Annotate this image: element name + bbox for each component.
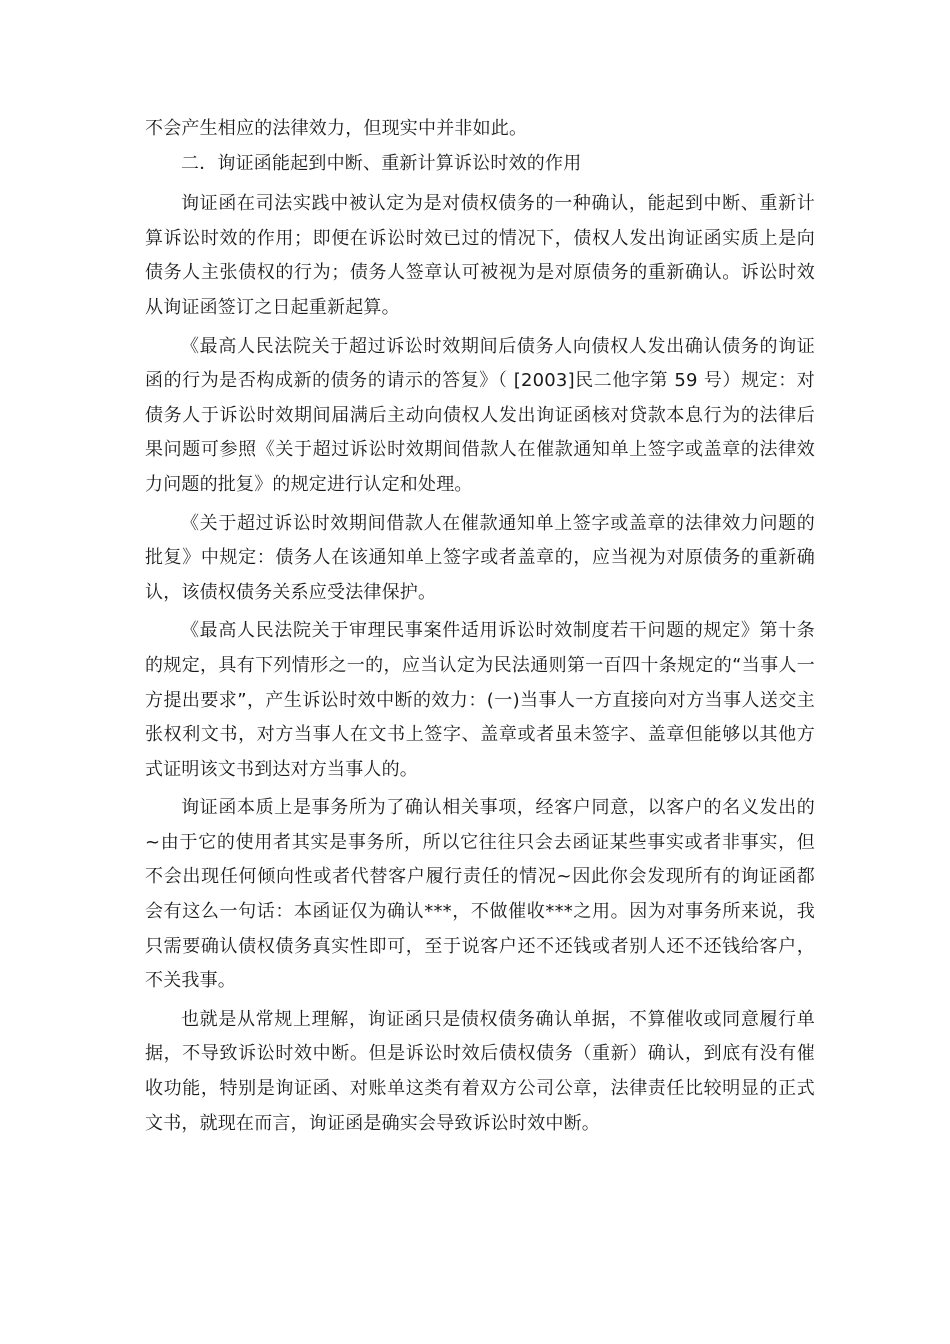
paragraph-approval-provision: 《关于超过诉讼时效期间借款人在催款通知单上签字或盖章的法律效力问题的批复》中规定：债务人在该通知单上签字或者盖章的，应当视为对原债务的重新确认，该债权债务关系应受法律保护。 (145, 512, 815, 603)
section-heading: 二．询证函能起到中断、重新计算诉讼时效的作用 (181, 152, 582, 174)
document-body (145, 112, 815, 1141)
paragraph-continuation: 不会产生相应的法律效力，但现实中并非如此。 (145, 118, 528, 139)
paragraph-inquiry-letter-effect: 询证函在司法实践中被认定为是对债权债务的一种确认，能起到中断、重新计算诉讼时效的作用；即便在诉讼时效已过的情况下，债权人发出询证函实质上是向债务人主张债权的行为；债务人签章认可被视为是对原债务的重新确认。诉讼时效从询证函签订之日起重新起算。 (145, 193, 815, 318)
paragraph-supreme-court-reply: 《最高人民法院关于超过诉讼时效期间后债务人向债权人发出确认债务的询证函的行为是否构成新的债务的请示的答复》（ [2003]民二他字第 59 号）规定：对债务人于诉讼时效期间届满后主动向债权人发出询证函核对贷款本息行为的法律后果问题可参照《关于超过诉讼时效期间借款人在催款通知单上签字或盖章的法律效力问题的批复》的规定进行认定和处理。 (145, 335, 815, 495)
paragraph-article-ten: 《最高人民法院关于审理民事案件适用诉讼时效制度若干问题的规定》第十条的规定，具有下列情形之一的，应当认定为民法通则第一百四十条规定的“当事人一方提出要求”，产生诉讼时效中断的效力：(一)当事人一方直接向对方当事人送交主张权利文书，对方当事人在文书上签字、盖章或者虽未签字、盖章但能够以其他方式证明该文书到达对方当事人的。 (145, 620, 815, 780)
paragraph-conclusion: 也就是从常规上理解，询证函只是债权债务确认单据，不算催收或同意履行单据，不导致诉讼时效中断。但是诉讼时效后债权债务（重新）确认，到底有没有催收功能，特别是询证函、对账单这类有着双方公司公章，法律责任比较明显的正式文书，就现在而言，询证函是确实会导致诉讼时效中断。 (145, 1008, 815, 1134)
paragraph-nature-of-inquiry: 询证函本质上是事务所为了确认相关事项，经客户同意，以客户的名义发出的~由于它的使用者其实是事务所，所以它往往只会去函证某些事实或者非事实，但不会出现任何倾向性或者代替客户履行责任的情况~因此你会发现所有的询证函都会有这么一句话：本函证仅为确认***，不做催收***之用。因为对事务所来说，我只需要确认债权债务真实性即可，至于说客户还不还钱或者别人还不还钱给客户，不关我事。 (145, 797, 815, 992)
